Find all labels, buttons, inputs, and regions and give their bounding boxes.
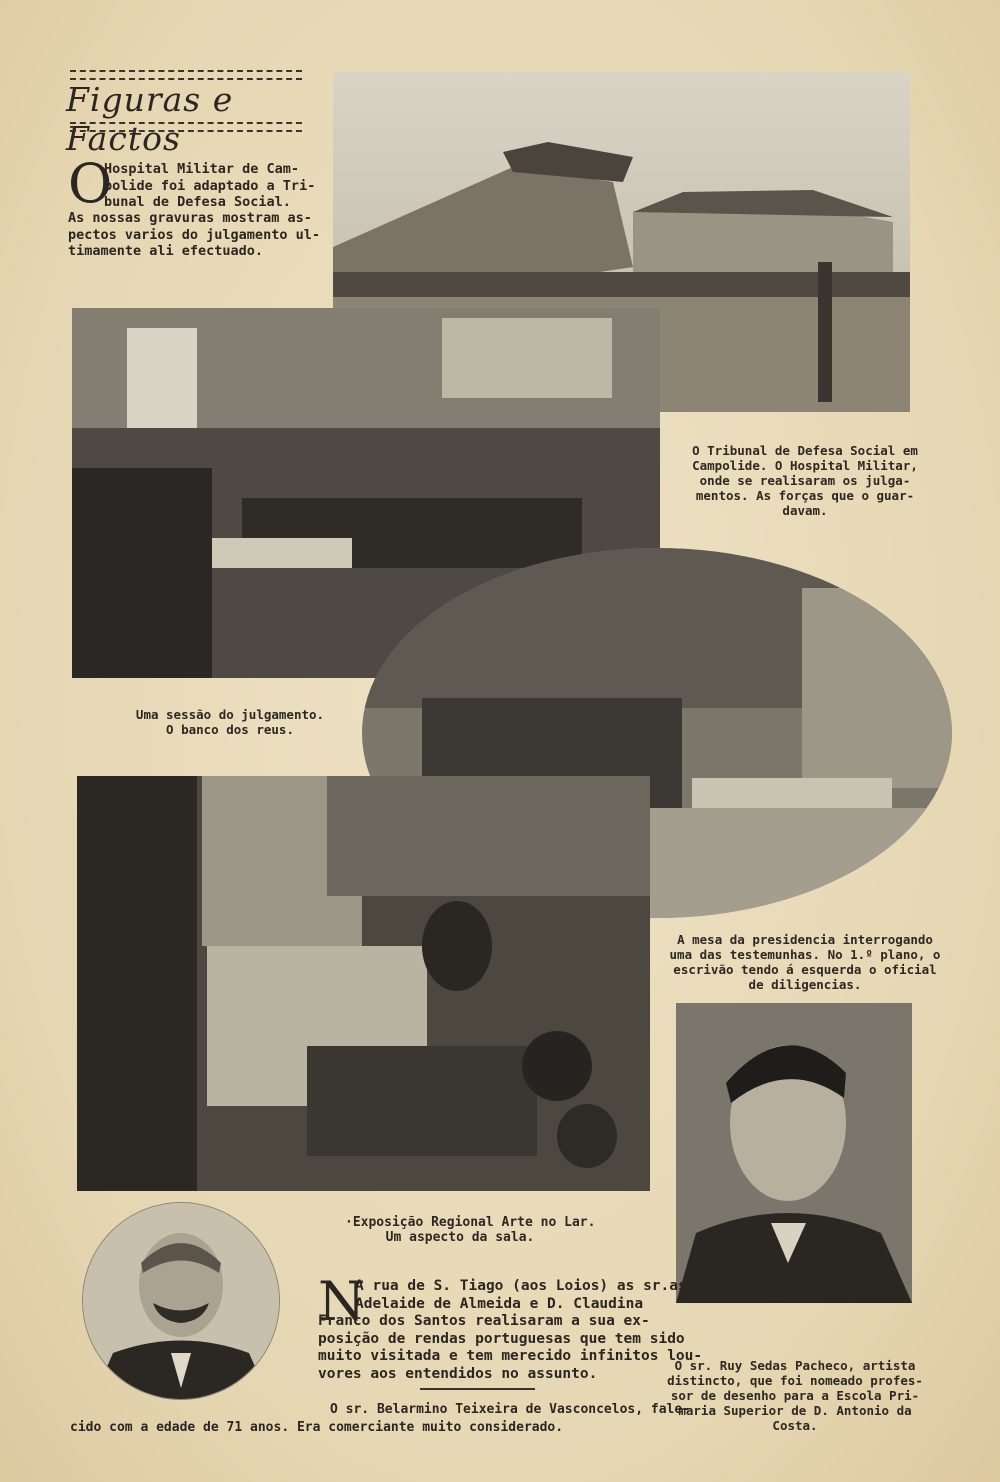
caption-line: Costa. bbox=[772, 1418, 818, 1433]
pacheco-portrait-photo bbox=[676, 1003, 912, 1303]
exhibition-room-photo bbox=[77, 776, 650, 1191]
intro-line: timamente ali efectuado. bbox=[68, 243, 264, 259]
loios-line: muito visitada e tem merecido infinitos lou- bbox=[318, 1348, 703, 1364]
caption-line: mentos. As forças que o guar- bbox=[695, 488, 915, 503]
loios-line: vores aos entendidos no assunto. bbox=[318, 1365, 598, 1382]
loios-line: Franco dos Santos realisaram a sua ex- bbox=[318, 1313, 650, 1329]
intro-line: polide foi adaptado a Tri- bbox=[104, 177, 316, 194]
intro-line: As nossas gravuras mostram as- bbox=[68, 210, 312, 226]
caption-line: Campolide. O Hospital Militar, bbox=[692, 458, 918, 473]
caption-line: Uma sessão do julgamento. bbox=[135, 707, 325, 722]
caption-sessao bbox=[100, 707, 360, 737]
header-rule-bottom bbox=[70, 122, 302, 132]
caption-line: maria Superior de D. Antonio da bbox=[678, 1403, 912, 1418]
intro-line: pectos varios do julgamento ul- bbox=[68, 226, 320, 243]
loios-dropcap: N bbox=[318, 1270, 366, 1333]
caption-line: distincto, que foi nomeado profes- bbox=[667, 1373, 923, 1388]
caption-line: escrivão tendo á esquerda o oficial bbox=[673, 962, 937, 977]
intro-line: Hospital Militar de Cam- bbox=[104, 161, 300, 177]
caption-line: O Tribunal de Defesa Social em bbox=[692, 443, 918, 458]
loios-line: Adelaide de Almeida e D. Claudina bbox=[355, 1295, 644, 1312]
intro-paragraph-b bbox=[68, 210, 320, 260]
divider bbox=[420, 1388, 535, 1390]
page-title: Figuras e Factos bbox=[66, 80, 234, 158]
intro-line: bunal de Defesa Social. bbox=[104, 194, 291, 210]
caption-line: de diligencias. bbox=[748, 977, 862, 992]
caption-line: onde se realisaram os julga- bbox=[699, 473, 911, 488]
caption-line: uma das testemunhas. No 1.º plano, o bbox=[669, 947, 941, 962]
caption-line: sor de desenho para a Escola Pri- bbox=[670, 1388, 920, 1403]
loios-line: posição de rendas portuguesas que tem sido bbox=[318, 1330, 685, 1347]
caption-pacheco bbox=[660, 1358, 930, 1433]
loios-paragraph-a bbox=[355, 1278, 713, 1313]
caption-tribunal bbox=[665, 443, 945, 518]
intro-paragraph-a bbox=[104, 161, 315, 211]
obituary-line-2: cido com a edade de 71 anos. Era comerciante muito considerado. bbox=[70, 1420, 564, 1435]
loios-paragraph-b bbox=[318, 1313, 702, 1383]
caption-line: O sr. Ruy Sedas Pacheco, artista bbox=[674, 1358, 916, 1373]
header-rule-top bbox=[70, 70, 302, 80]
caption-exposicao bbox=[345, 1215, 596, 1245]
caption-line: O banco dos reus. bbox=[166, 722, 294, 737]
caption-mesa bbox=[650, 932, 960, 992]
caption-line: Um aspecto da sala. bbox=[385, 1230, 535, 1245]
caption-line: davam. bbox=[782, 503, 828, 518]
loios-line: A rua de S. Tiago (aos Loios) as sr.as D. bbox=[355, 1278, 713, 1294]
caption-line: A mesa da presidencia interrogando bbox=[677, 932, 933, 947]
caption-line: ·Exposição Regional Arte no Lar. bbox=[345, 1215, 596, 1230]
intro-dropcap: O bbox=[68, 152, 113, 215]
obituary-line-1: O sr. Belarmino Teixeira de Vasconcelos, fale- bbox=[330, 1402, 691, 1417]
vasconcelos-portrait-photo bbox=[82, 1202, 280, 1400]
